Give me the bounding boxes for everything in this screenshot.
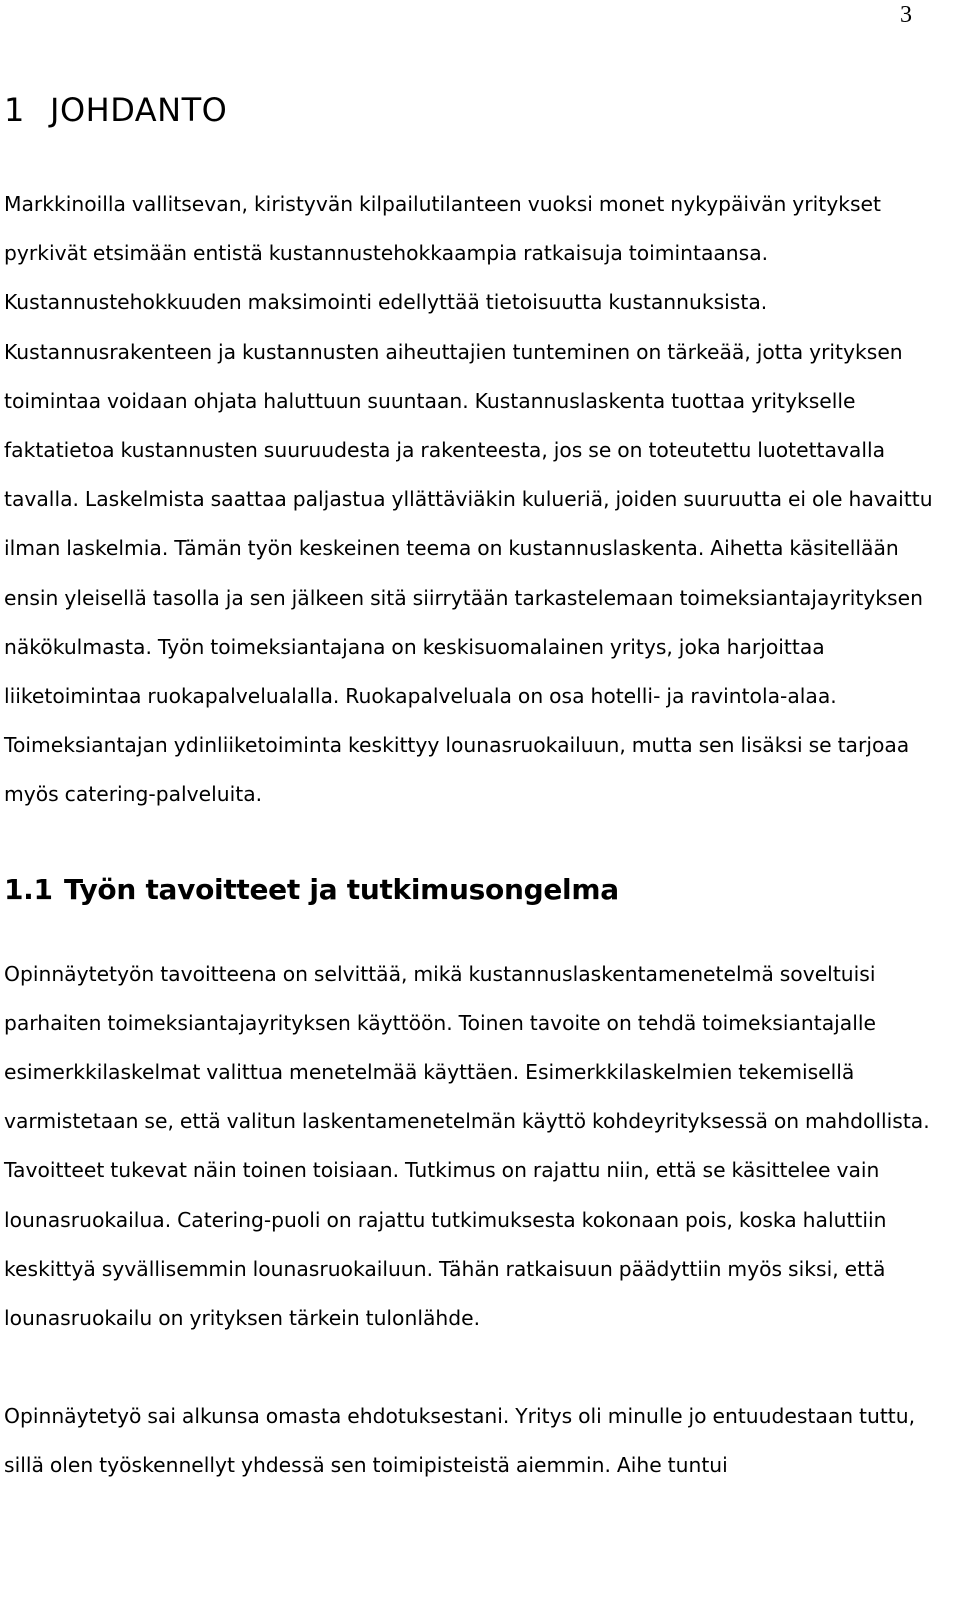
section-heading [4,864,944,916]
section-title: Työn tavoitteet ja tutkimusongelma [64,872,619,906]
document-body [4,84,944,1491]
goals-paragraph: Opinnäytetyön tavoitteena on selvittää, mikä kustannuslaskentamenetelmä soveltuisi parhaiten toimeksiantajayrityksen käyttöön. Toinen tavoite on tehdä toimeksiantajalle esimerkkilaskelmat valittua menetelmää käyttäen. Esimerkkilaskelmien tekemisellä varmistetaan se, että valitun laskentamenetelmän käyttö kohdeyrityksessä on mahdollista. Tavoitteet tukevat näin toinen toisiaan. Tutkimus on rajattu niin, että se käsittelee vain lounasruokailua. Catering-puoli on rajattu tutkimuksesta kokonaan pois, koska haluttiin keskittyä syvällisemmin lounasruokailuun. Tähän ratkaisuun päädyttiin myös siksi, että lounasruokailu on yrityksen tärkein tulonlähde. [4,961,930,1331]
chapter-heading [4,84,944,136]
chapter-title: JOHDANTO [50,91,228,129]
section-number: 1.1 [4,872,53,906]
intro-paragraph: Markkinoilla vallitsevan, kiristyvän kilpailutilanteen vuoksi monet nykypäivän yritykset pyrkivät etsimään entistä kustannustehokkaampia ratkaisuja toimintaansa. Kustannustehokkuuden maksimointi edellyttää tietoisuutta kustannuksista. Kustannusrakenteen ja kustannusten aiheuttajien tunteminen on tärkeää, jotta yrityksen toimintaa voidaan ohjata haluttuun suuntaan. Kustannuslaskenta tuottaa yritykselle faktatietoa kustannusten suuruudesta ja rakenteesta, jos se on toteutettu luotettavalla tavalla. Laskelmista saattaa paljastua yllättäviäkin kulueriä, joiden suuruutta ei ole havaittu ilman laskelmia. Tämän työn keskeinen teema on kustannuslaskenta. Aihetta käsitellään ensin yleisellä tasolla ja sen jälkeen sitä siirrytään tarkastelemaan toimeksiantajayrityksen näkökulmasta. Työn toimeksiantajana on keskisuomalainen yritys, joka harjoittaa liiketoimintaa ruokapalvelualalla. Ruokapalveluala on osa hotelli- ja ravintola-alaa. Toimeksiantajan ydinliiketoiminta keskittyy lounasruokailuun, mutta sen lisäksi se tarjoaa myös catering-palveluita. [4,192,933,807]
page-number: 3 [900,2,912,28]
background-paragraph: Opinnäytetyö sai alkunsa omasta ehdotuksestani. Yritys oli minulle jo entuudestaan tuttu, sillä olen työskennellyt yhdessä sen toimipisteistä aiemmin. Aihe tuntui [4,1404,916,1478]
chapter-number: 1 [4,91,25,129]
